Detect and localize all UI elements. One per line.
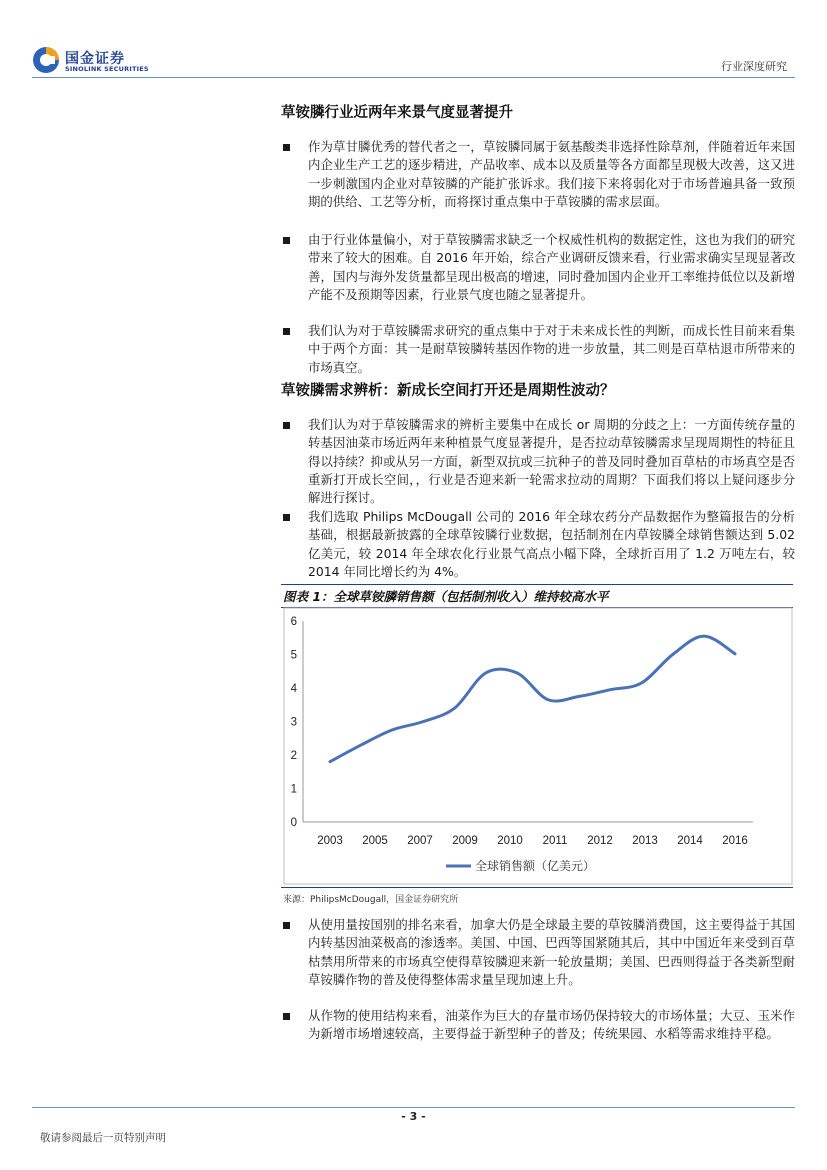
bullet-square-icon bbox=[283, 422, 290, 429]
paragraph-text: 我们认为对于草铵膦需求的辨析主要集中在成长 or 周期的分歧之上：一方面传统存量的转基因油菜市场近两年来种植景气度显著提升，是否拉动草铵膦需求呈现周期性的特征且得以持续？抑或从另一方面，新型双抗或三抗种子的普及同时叠加百草枯的市场真空是否重新打开成长空间，，行业是否迎来新一轮需求拉动的周期？下面我们将以上疑问逐步分解进行探讨。 bbox=[308, 417, 795, 506]
paragraph-1 bbox=[283, 138, 795, 211]
x-tick-label: 2014 bbox=[677, 835, 703, 847]
paragraph-text: 从使用量按国别的排名来看，加拿大仍是全球最主要的草铵膦消费国，这主要得益于其国内转基因油菜极高的渗透率。美国、中国、巴西等国紧随其后，其中中国近年来受到百草枯禁用所带来的市场真空使得草铵膦迎来新一轮放量期；美国、巴西则得益于各类新型耐草铵膦作物的普及使得整体需求量呈现加速上升。 bbox=[308, 917, 795, 987]
x-tick-label: 2012 bbox=[587, 835, 613, 847]
x-tick-label: 2016 bbox=[722, 835, 748, 847]
y-tick-label: 2 bbox=[290, 750, 297, 762]
x-tick-label: 2013 bbox=[632, 835, 658, 847]
page-header bbox=[0, 0, 827, 80]
x-tick-label: 2005 bbox=[362, 835, 388, 847]
y-tick-label: 1 bbox=[290, 783, 297, 796]
sales-line-chart bbox=[283, 606, 793, 886]
figure-title-bar bbox=[281, 584, 793, 608]
sinolink-logo-icon bbox=[32, 46, 60, 74]
x-tick-label: 2007 bbox=[407, 835, 433, 847]
paragraph-text: 由于行业体量偏小，对于草铵膦需求缺乏一个权威性机构的数据定性，这也为我们的研究带来了较大的困难。自 2016 年开始，综合产业调研反馈来看，行业需求确实呈现显著改善，国内与海外发货量都呈现出极高的增速，同时叠加国内企业开工率维持低位以及新增产能不及预期等因素，行业景气度也随之显著提升。 bbox=[308, 232, 795, 302]
x-tick-label: 2010 bbox=[497, 835, 523, 847]
paragraph-3 bbox=[283, 322, 795, 377]
y-tick-label: 0 bbox=[290, 817, 297, 829]
y-tick-label: 3 bbox=[290, 716, 297, 729]
paragraph-4 bbox=[283, 416, 795, 507]
page-number: - 3 - bbox=[401, 1110, 426, 1123]
paragraph-text: 从作物的使用结构来看，油菜作为巨大的存量市场仍保持较大的市场体量；大豆、玉米作为新增市场增速较高，主要得益于新型种子的普及；传统果园、水稻等需求维持平稳。 bbox=[308, 1008, 795, 1042]
bullet-square-icon bbox=[283, 144, 290, 151]
bullet-square-icon bbox=[283, 328, 290, 335]
bullet-square-icon bbox=[283, 922, 290, 929]
header-divider bbox=[32, 77, 795, 78]
footer-disclaimer: 敬请参阅最后一页特别声明 bbox=[40, 1132, 166, 1144]
paragraph-text: 作为草甘膦优秀的替代者之一，草铵膦同属于氨基酸类非选择性除草剂，伴随着近年来国内企业生产工艺的逐步精进，产品收率、成本以及质量等各方面都呈现极大改善，这又进一步刺激国内企业对草铵膦的产能扩张诉求。我们接下来将弱化对于市场普遍具备一致预期的供给、工艺等分析，而将探讨重点集中于草铵膦的需求层面。 bbox=[308, 139, 795, 209]
figure-bottom-divider bbox=[281, 887, 793, 888]
section-title-demand-analysis: 草铵膦需求辨析：新成长空间打开还是周期性波动？ bbox=[281, 383, 615, 399]
logo-chinese-name: 国金证券 bbox=[65, 51, 125, 67]
bullet-square-icon bbox=[283, 514, 290, 521]
paragraph-2 bbox=[283, 231, 795, 304]
paragraph-5 bbox=[283, 508, 795, 581]
figure-title: 图表 1：全球草铵膦销售额（包括制剂收入）维持较高水平 bbox=[283, 589, 609, 604]
y-tick-label: 4 bbox=[290, 683, 297, 695]
bullet-square-icon bbox=[283, 1013, 290, 1020]
x-tick-label: 2003 bbox=[317, 835, 343, 847]
logo-english-name: SINOLINK SECURITIES bbox=[65, 65, 149, 73]
paragraph-text: 我们认为对于草铵膦需求研究的重点集中于对于未来成长性的判断，而成长性目前来看集中于两个方面：其一是耐草铵膦转基因作物的进一步放量，其二则是百草枯退市所带来的市场真空。 bbox=[308, 323, 795, 375]
y-tick-label: 6 bbox=[290, 616, 297, 628]
section-title-industry-boom: 草铵膦行业近两年来景气度显著提升 bbox=[281, 105, 513, 121]
x-tick-label: 2011 bbox=[542, 835, 568, 847]
paragraph-7 bbox=[283, 1007, 795, 1044]
paragraph-text: 我们选取 Philips McDougall 公司的 2016 年全球农药分产品数据作为整篇报告的分析基础，根据最新披露的全球草铵膦行业数据，包括制剂在内草铵膦全球销售额达到 5.02 亿美元，较 2014 年全球农化行业景气高点小幅下降，全球折百用了 1.2 万吨左右，较 2014 年同比增长约为 4%。 bbox=[308, 509, 795, 579]
bullet-square-icon bbox=[283, 237, 290, 244]
y-tick-label: 5 bbox=[290, 649, 297, 662]
report-type-label: 行业深度研究 bbox=[721, 60, 787, 73]
figure-source: 来源：PhilipsMcDougall，国金证券研究所 bbox=[283, 895, 459, 905]
footer-divider bbox=[32, 1107, 795, 1108]
x-tick-label: 2009 bbox=[452, 835, 478, 847]
chart-svg bbox=[283, 606, 793, 886]
legend-label: 全球销售额（亿美元） bbox=[475, 859, 596, 873]
paragraph-6 bbox=[283, 916, 795, 989]
